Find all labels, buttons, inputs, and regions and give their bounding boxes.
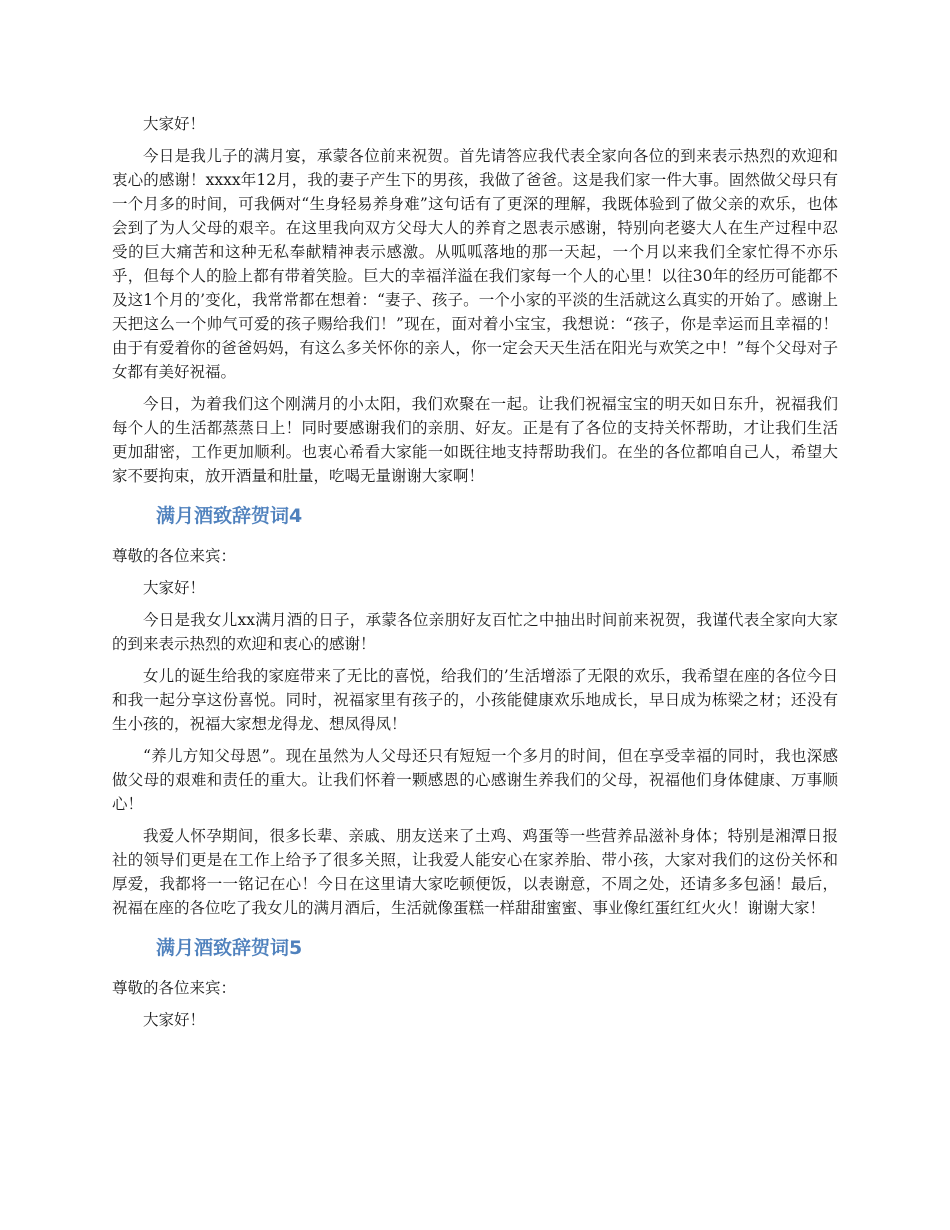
section-heading: 满月酒致辞贺词5 bbox=[156, 937, 303, 959]
salutation: 尊敬的各位来宾： bbox=[112, 547, 237, 565]
body-paragraph: 女儿的诞生给我的家庭带来了无比的喜悦，给我们的’生活增添了无限的欢乐，我希望在座的各位今日和我一起分享这份喜悦。同时，祝福家里有孩子的，小孩能健康欢乐地成长，早日成为栋梁之材；还没有生小孩的，祝福大家想龙得龙、想凤得凤！ bbox=[112, 667, 838, 733]
body-paragraph: 我爱人怀孕期间，很多长辈、亲戚、朋友送来了土鸡、鸡蛋等一些营养品滋补身体；特别是湘潭日报社的领导们更是在工作上给予了很多关照，让我爱人能安心在家养胎、带小孩，大家对我们的这份关怀和厚爱，我都将一一铭记在心！今日在这里请大家吃顿便饭，以表谢意，不周之处，还请多多包涵！最后，祝福在座的各位吃了我女儿的满月酒后，生活就像蛋糕一样甜甜蜜蜜、事业像红蛋红红火火！谢谢大家！ bbox=[112, 827, 838, 917]
salutation: 尊敬的各位来宾： bbox=[112, 979, 237, 997]
greeting: 大家好！ bbox=[143, 1011, 206, 1029]
greeting: 大家好！ bbox=[143, 579, 206, 597]
body-paragraph: 今日，为着我们这个刚满月的小太阳，我们欢聚在一起。让我们祝福宝宝的明天如日东升，祝福我们每个人的生活都蒸蒸日上！同时要感谢我们的亲朋、好友。正是有了各位的支持关怀帮助，才让我们生活更加甜密，工作更加顺利。也衷心希看大家能一如既往地支持帮助我们。在坐的各位都咱自己人，希望大家不要拘束，放开酒量和肚量，吃喝无量谢谢大家啊！ bbox=[112, 395, 838, 485]
body-paragraph: “养儿方知父母恩”。现在虽然为人父母还只有短短一个多月的时间，但在享受幸福的同时，我也深感做父母的艰难和责任的重大。让我们怀着一颗感恩的心感谢生养我们的父母，祝福他们身体健康、万事顺心！ bbox=[112, 747, 838, 813]
body-paragraph: 今日是我儿子的满月宴，承蒙各位前来祝贺。首先请答应我代表全家向各位的到来表示热烈的欢迎和衷心的感谢！xxxx年12月，我的妻子产生下的男孩，我做了爸爸。这是我们家一件大事。固然做父母只有一个月多的时间，可我俩对“生身轻易养身难”这句话有了更深的理解，我既体验到了做父亲的欢乐，也体会到了为人父母的艰辛。在这里我向双方父母大人的养育之恩表示感谢，特别向老婆大人在生产过程中忍受的巨大痛苦和这种无私奉献精神表示感激。从呱呱落地的那一天起，一个月以来我们全家忙得不亦乐乎，但每个人的脸上都有带着笑脸。巨大的幸福洋溢在我们家每一个人的心里！以往30年的经历可能都不及这1个月的’变化，我常常都在想着：“妻子、孩子。一个小家的平淡的生活就这么真实的开始了。感谢上天把这么一个帅气可爱的孩子赐给我们！”现在，面对着小宝宝，我想说：“孩子，你是幸运而且幸福的！由于有爱着你的爸爸妈妈，有这么多关怀你的亲人，你一定会天天生活在阳光与欢笑之中！”每个父母对子女都有美好祝福。 bbox=[112, 147, 838, 381]
section-heading: 满月酒致辞贺词4 bbox=[156, 505, 303, 527]
body-paragraph: 今日是我女儿xx满月酒的日子，承蒙各位亲朋好友百忙之中抽出时间前来祝贺，我谨代表全家向大家的到来表示热烈的欢迎和衷心的感谢！ bbox=[112, 611, 838, 653]
greeting: 大家好！ bbox=[143, 115, 206, 133]
